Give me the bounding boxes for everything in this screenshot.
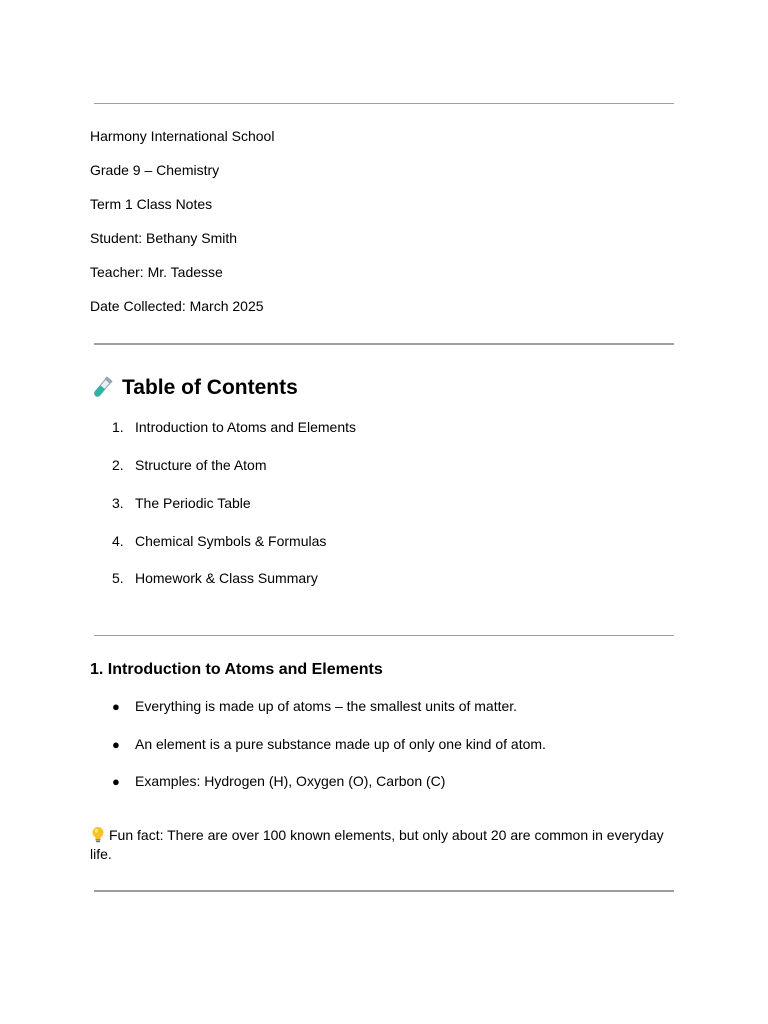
list-item [112,772,445,791]
toc-item-label: Homework & Class Summary [135,570,318,586]
divider [94,103,674,104]
fun-fact [90,826,670,864]
grade-subject: Grade 9 – Chemistry [90,162,220,178]
divider [94,890,674,892]
toc-heading [90,374,298,402]
toc-item[interactable] [112,494,251,512]
list-item [112,735,546,754]
toc-item-label: Structure of the Atom [135,457,267,473]
toc-item[interactable] [112,418,356,436]
term-notes: Term 1 Class Notes [90,196,213,212]
teacher-name: Teacher: Mr. Tadesse [90,264,223,280]
section-heading: 1. Introduction to Atoms and Elements [90,661,383,678]
bullet-icon: ● [112,737,120,752]
toc-item[interactable] [112,532,326,550]
toc-item-label: Chemical Symbols & Formulas [135,533,327,549]
toc-item-number: 5. [112,570,124,586]
list-item-text: An element is a pure substance made up of only one kind of atom. [135,736,546,752]
toc-item[interactable] [112,569,318,587]
list-item [112,697,517,716]
date-collected: Date Collected: March 2025 [90,298,264,314]
fun-fact-text: Fun fact: There are over 100 known elements, but only about 20 are common in everyday life. [90,827,664,862]
toc-item[interactable] [112,456,267,474]
toc-title: Table of Contents [122,376,298,399]
school-name: Harmony International School [90,128,275,144]
list-item-text: Examples: Hydrogen (H), Oxygen (O), Carbon (C) [135,773,446,789]
list-item-text: Everything is made up of atoms – the smallest units of matter. [135,698,518,714]
bullet-icon: ● [112,774,120,789]
divider [94,343,674,345]
toc-item-number: 1. [112,419,124,435]
test-tube-icon [90,375,114,401]
light-bulb-icon [90,826,106,843]
toc-item-number: 3. [112,495,124,511]
toc-item-number: 4. [112,533,124,549]
toc-item-label: Introduction to Atoms and Elements [135,419,357,435]
toc-item-number: 2. [112,457,124,473]
student-name: Student: Bethany Smith [90,230,238,246]
toc-item-label: The Periodic Table [135,495,251,511]
bullet-icon: ● [112,699,120,714]
divider [94,635,674,636]
